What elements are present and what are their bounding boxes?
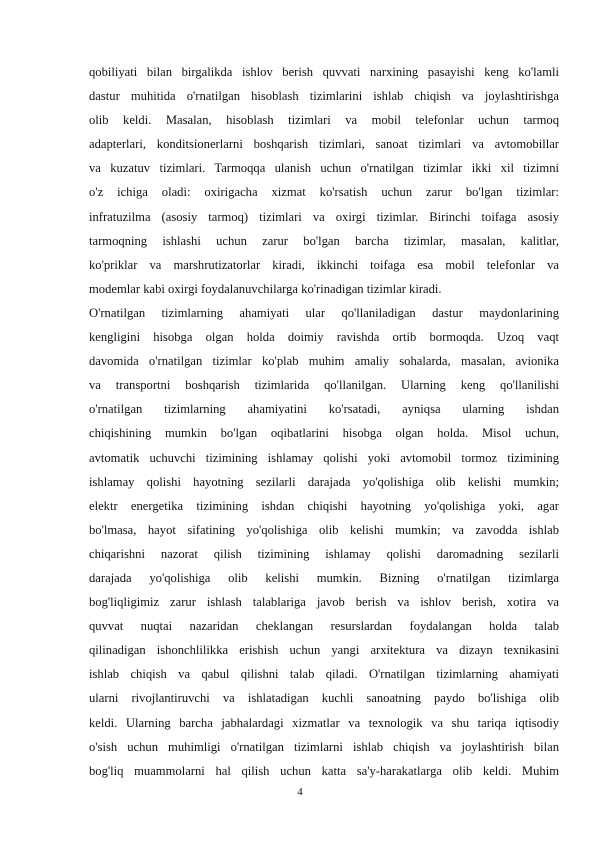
text-line: ishlamay qolishi hayotning sezilarli darajada yo'qolishiga olib kelishi mumkin; <box>89 474 559 489</box>
text-line: bog'liq muammolarni hal qilish uchun katta sa'y-harakatlarga olib keldi. Muhim <box>89 763 559 778</box>
text-line: avtomatik uchuvchi tizimining ishlamay qolishi yoki avtomobil tormoz tizimining <box>89 450 559 465</box>
text-line: keldi. Ularning barcha jabhalardagi xizmatlar va texnologik va shu tariqa iqtisodiy <box>89 715 559 730</box>
text-line: chiqishining mumkin bo'lgan oqibatlarini hisobga olgan holda. Misol uchun, <box>89 426 559 441</box>
text-line: bog'liqligimiz zarur ishlash talablariga javob berish va ishlov berish, xotira va <box>89 595 559 610</box>
text-line: elektr energetika tizimining ishdan chiqishi hayotning yo'qolishiga yoki, agar <box>89 498 559 513</box>
text-line: adapterlari, konditsionerlarni boshqarish tizimlari, sanoat tizimlari va avtomobillar <box>89 137 559 152</box>
text-line: darajada yo'qolishiga olib kelishi mumkin. Bizning o'rnatilgan tizimlarga <box>89 570 559 585</box>
text-line: ko'priklar va marshrutizatorlar kiradi, ikkinchi toifaga esa mobil telefonlar va <box>89 257 559 272</box>
text-line: bo'lmasa, hayot sifatining yo'qolishiga olib kelishi mumkin; va zavodda ishlab <box>89 522 559 537</box>
text-line: davomida o'rnatilgan tizimlar ko'plab muhim amaliy sohalarda, masalan, avionika <box>89 354 559 369</box>
text-line: modemlar kabi oxirgi foydalanuvchilarga ko'rinadigan tizimlar kiradi. <box>89 281 442 296</box>
text-line: dastur muhitida o'rnatilgan hisoblash tizimlarini ishlab chiqish va joylashtirishga <box>89 89 559 104</box>
text-line: chiqarishni nazorat qilish tizimining ishlamay qolishi daromadning sezilarli <box>89 546 559 561</box>
body-text <box>89 60 559 783</box>
text-line: qobiliyati bilan birgalikda ishlov berish quvvati narxining pasayishi keng ko'lamli <box>89 65 559 79</box>
text-line: infratuzilma (asosiy tarmoq) tizimlari va oxirgi tizimlar. Birinchi toifaga asosiy <box>89 209 559 224</box>
text-line: va kuzatuv tizimlari. Tarmoqqa ulanish uchun o'rnatilgan tizimlar ikki xil tizimni <box>89 161 559 176</box>
text-line: qilinadigan ishonchlilikka erishish uchun yangi arxitektura va dizayn texnikasini <box>89 643 559 658</box>
text-line: tarmoqning ishlashi uchun zarur bo'lgan barcha tizimlar, masalan, kalitlar, <box>89 233 559 248</box>
text-line: quvvat nuqtai nazaridan cheklangan resurslardan foydalangan holda talab <box>89 619 559 634</box>
text-line: o'z ichiga oladi: oxirigacha xizmat ko'rsatish uchun zarur bo'lgan tizimlar: <box>89 185 559 200</box>
text-line: olib keldi. Masalan, hisoblash tizimlari va mobil telefonlar uchun tarmoq <box>89 113 559 128</box>
text-line: o'sish uchun muhimligi o'rnatilgan tizimlarni ishlab chiqish va joylashtirish bilan <box>89 739 559 754</box>
text-line: O'rnatilgan tizimlarning ahamiyati ular qo'llaniladigan dastur maydonlarining <box>89 305 559 320</box>
text-line: ishlab chiqish va qabul qilishni talab qiladi. O'rnatilgan tizimlarning ahamiyati <box>89 667 559 682</box>
text-line: ularni rivojlantiruvchi va ishlatadigan kuchli sanoatning paydo bo'lishiga olib <box>89 691 559 706</box>
page-number: 4 <box>297 786 303 798</box>
text-line: kengligini hisobga olgan holda doimiy ravishda ortib bormoqda. Uzoq vaqt <box>89 330 559 345</box>
text-line: o'rnatilgan tizimlarning ahamiyatini ko'rsatadi, ayniqsa ularning ishdan <box>89 402 559 417</box>
text-line: va transportni boshqarish tizimlarida qo'llanilgan. Ularning keng qo'llanilishi <box>89 378 559 393</box>
